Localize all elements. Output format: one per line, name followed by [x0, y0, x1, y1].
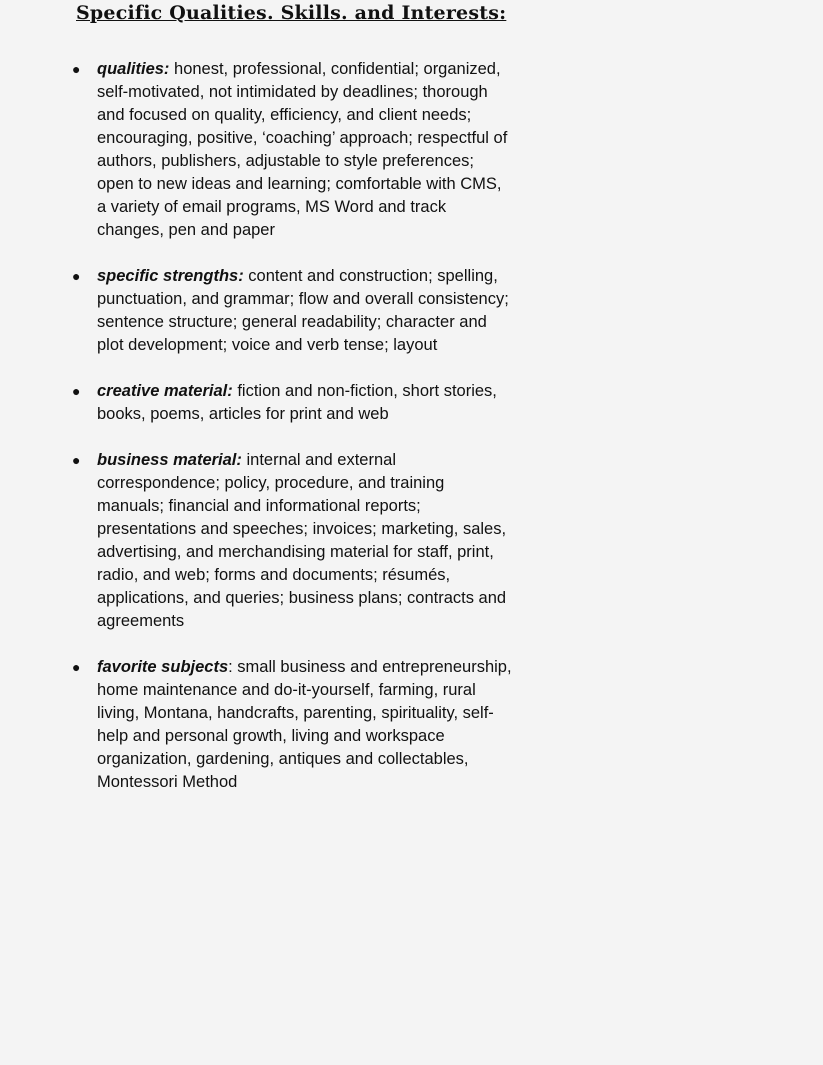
text-line	[97, 748, 550, 771]
item-text: books, poems, articles for print and web	[97, 405, 389, 423]
text-line	[97, 127, 550, 150]
text-line	[97, 81, 550, 104]
bullet-icon: ●	[72, 61, 81, 77]
text-line	[97, 518, 550, 541]
text-line	[97, 150, 550, 173]
item-text: advertising, and merchandising material for staff, print,	[97, 543, 494, 561]
bullet-icon: ●	[72, 452, 81, 468]
bullet-icon: ●	[72, 383, 81, 399]
list-item	[70, 58, 550, 242]
text-line	[97, 564, 550, 587]
item-text: content and construction; spelling,	[243, 267, 498, 285]
text-line	[97, 58, 550, 81]
item-text: a variety of email programs, MS Word and track	[97, 198, 447, 216]
item-text: home maintenance and do-it-yourself, farming, rural	[97, 681, 476, 699]
text-line	[97, 725, 550, 748]
item-text: internal and external	[241, 451, 396, 469]
list-item	[70, 449, 550, 633]
item-text: applications, and queries; business plans; contracts and	[97, 589, 507, 607]
text-line	[97, 104, 550, 127]
item-label: favorite subjects	[97, 658, 229, 676]
item-text: plot development; voice and verb tense; layout	[97, 336, 438, 354]
item-text: correspondence; policy, procedure, and training	[97, 474, 445, 492]
item-text: honest, professional, confidential; organized,	[169, 60, 501, 78]
text-line	[97, 679, 550, 702]
item-text: manuals; financial and informational reports;	[97, 497, 421, 515]
item-text: living, Montana, handcrafts, parenting, spirituality, self-	[97, 704, 494, 722]
item-text: open to new ideas and learning; comfortable with CMS,	[97, 175, 502, 193]
text-line	[97, 288, 550, 311]
item-text: Montessori Method	[97, 773, 238, 791]
bullet-icon: ●	[72, 268, 81, 284]
item-text: punctuation, and grammar; flow and overall consistency;	[97, 290, 509, 308]
text-line	[97, 656, 550, 679]
text-line	[97, 771, 550, 794]
list-item	[70, 380, 550, 426]
list-item	[70, 265, 550, 357]
text-line	[97, 587, 550, 610]
item-text: and focused on quality, efficiency, and client needs;	[97, 106, 472, 124]
item-label: qualities:	[97, 60, 170, 78]
item-label: specific strengths:	[97, 267, 244, 285]
text-line	[97, 334, 550, 357]
text-line	[97, 610, 550, 633]
text-line	[97, 311, 550, 334]
text-line	[97, 702, 550, 725]
text-line	[97, 472, 550, 495]
bullet-icon: ●	[72, 659, 81, 675]
item-text: self-motivated, not intimidated by deadlines; thorough	[97, 83, 488, 101]
section-heading: Specific Qualities. Skills. and Interests:	[76, 2, 507, 24]
list-item	[70, 656, 550, 794]
skills-list	[70, 58, 550, 817]
text-line	[97, 265, 550, 288]
text-line	[97, 403, 550, 426]
text-line	[97, 541, 550, 564]
item-text: encouraging, positive, ‘coaching’ approach; respectful of	[97, 129, 508, 147]
text-line	[97, 173, 550, 196]
text-line	[97, 380, 550, 403]
item-text: radio, and web; forms and documents; résumés,	[97, 566, 451, 584]
item-text: organization, gardening, antiques and collectables,	[97, 750, 469, 768]
item-text: changes, pen and paper	[97, 221, 275, 239]
item-text: presentations and speeches; invoices; marketing, sales,	[97, 520, 507, 538]
item-text: : small business and entrepreneurship,	[228, 658, 512, 676]
text-line	[97, 495, 550, 518]
text-line	[97, 219, 550, 242]
item-text: fiction and non-fiction, short stories,	[232, 382, 497, 400]
item-label: creative material:	[97, 382, 233, 400]
item-text: help and personal growth, living and workspace	[97, 727, 445, 745]
item-text: agreements	[97, 612, 185, 630]
item-label: business material:	[97, 451, 242, 469]
text-line	[97, 449, 550, 472]
text-line	[97, 196, 550, 219]
item-text: sentence structure; general readability; character and	[97, 313, 487, 331]
item-text: authors, publishers, adjustable to style preferences;	[97, 152, 474, 170]
